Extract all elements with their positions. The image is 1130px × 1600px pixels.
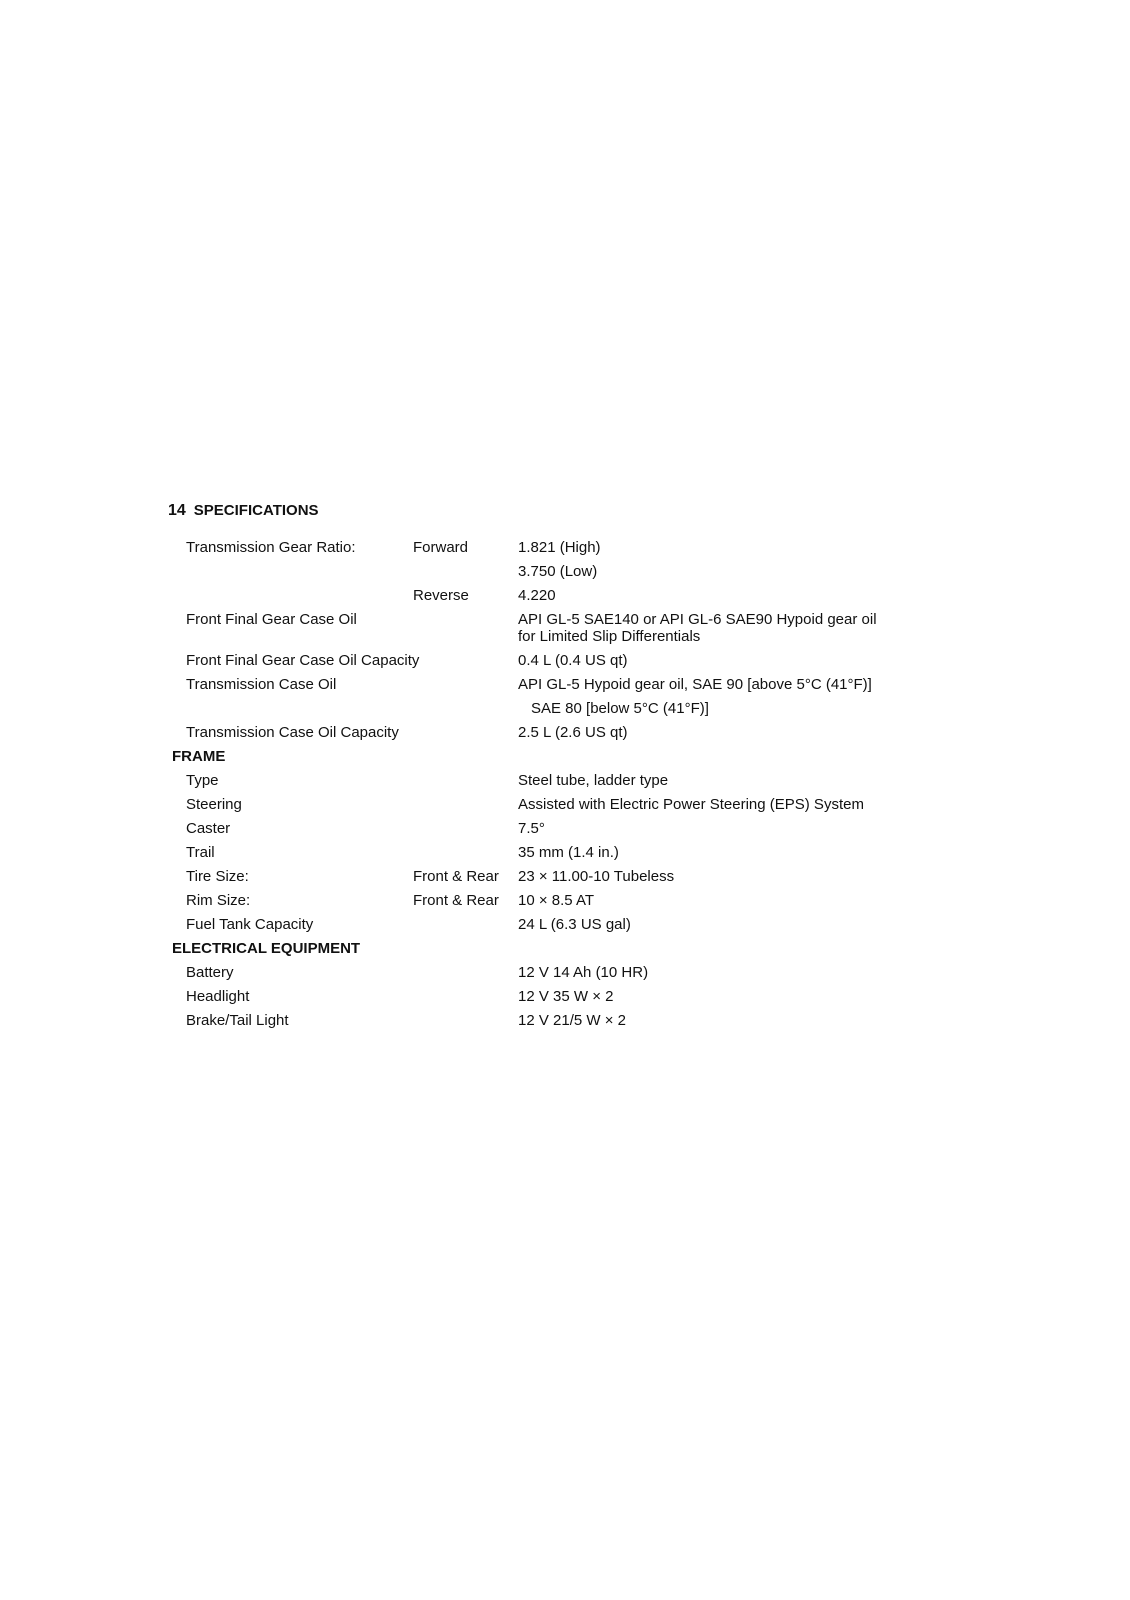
spec-row-caster [0,820,1130,842]
spec-row-battery [0,964,1130,986]
spec-value: API GL-5 Hypoid gear oil, SAE 90 [above 5°C (41°F)] [518,676,872,693]
spec-row-case-oil [0,676,1130,698]
spec-sublabel: Front & Rear [413,868,499,885]
spec-row-brake-tail-light [0,1012,1130,1034]
spec-row-fuel-tank [0,916,1130,938]
spec-label: Front Final Gear Case Oil Capacity [186,652,420,669]
spec-label: Battery [186,964,234,981]
spec-row-headlight [0,988,1130,1010]
section-heading-electrical: ELECTRICAL EQUIPMENT [172,940,361,957]
page-header [168,502,319,520]
spec-label: Steering [186,796,242,813]
spec-value: 12 V 21/5 W × 2 [518,1012,626,1029]
spec-row-trail [0,844,1130,866]
spec-value: 3.750 (Low) [518,563,598,580]
spec-row-front-final-oil-cont [0,628,1130,650]
spec-label: Headlight [186,988,250,1005]
spec-sublabel: Front & Rear [413,892,499,909]
spec-value: for Limited Slip Differentials [518,628,701,645]
spec-value: 12 V 14 Ah (10 HR) [518,964,649,981]
page-number: 14 [168,502,186,519]
spec-label: Brake/Tail Light [186,1012,289,1029]
page-title: SPECIFICATIONS [193,502,319,519]
spec-sublabel: Forward [413,539,469,556]
spec-value: 10 × 8.5 AT [518,892,595,909]
spec-value: 12 V 35 W × 2 [518,988,614,1005]
spec-value: 23 × 11.00-10 Tubeless [518,868,675,885]
spec-value: 4.220 [518,587,556,604]
spec-value: Assisted with Electric Power Steering (EPS) System [518,796,864,813]
spec-label: Transmission Case Oil Capacity [186,724,399,741]
spec-label: Caster [186,820,231,837]
spec-row-gear-ratio-low [0,563,1130,585]
spec-value: API GL-5 SAE140 or API GL-6 SAE90 Hypoid gear oil [518,611,877,628]
spec-value: 24 L (6.3 US gal) [518,916,631,933]
spec-label: Rim Size: [186,892,251,909]
spec-label: Tire Size: [186,868,249,885]
spec-row-gear-ratio-reverse [0,587,1130,609]
spec-row-type [0,772,1130,794]
spec-row-steering [0,796,1130,818]
spec-label: Transmission Gear Ratio: [186,539,356,556]
spec-value: 1.821 (High) [518,539,601,556]
spec-label: Type [186,772,219,789]
spec-row-gear-ratio-forward [0,539,1130,561]
spec-value: 0.4 L (0.4 US qt) [518,652,628,669]
spec-row-tire-size [0,868,1130,890]
spec-label: Fuel Tank Capacity [186,916,314,933]
section-heading-frame: FRAME [172,748,226,765]
spec-value: 35 mm (1.4 in.) [518,844,619,861]
spec-value: Steel tube, ladder type [518,772,669,789]
spec-value: 2.5 L (2.6 US qt) [518,724,628,741]
spec-row-case-capacity [0,724,1130,746]
spec-row-front-final-capacity [0,652,1130,674]
spec-value: SAE 80 [below 5°C (41°F)] [531,700,709,717]
spec-label: Trail [186,844,215,861]
spec-value: 7.5° [518,820,545,837]
spec-row-rim-size [0,892,1130,914]
spec-row-case-oil-cont [0,700,1130,722]
spec-sublabel: Reverse [413,587,469,604]
spec-label: Transmission Case Oil [186,676,337,693]
spec-label: Front Final Gear Case Oil [186,611,357,628]
